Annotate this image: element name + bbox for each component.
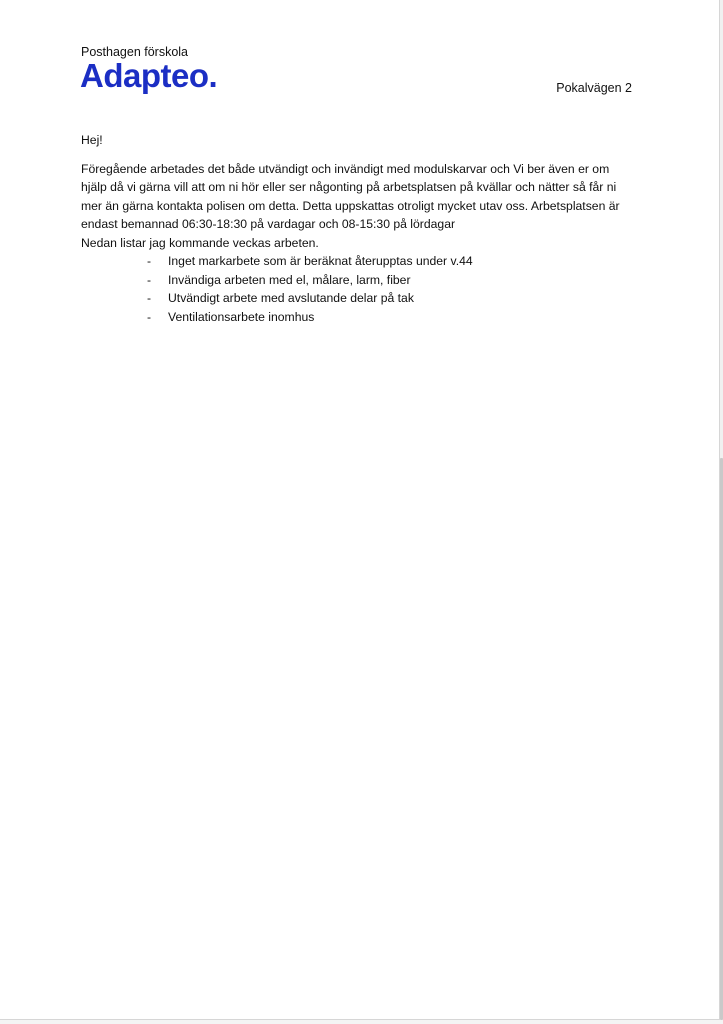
list-item <box>81 271 641 290</box>
paragraph-line: hjälp då vi gärna vill att om ni hör eller ser någonting på arbetsplatsen på kvällar och nätter så får ni <box>81 180 617 194</box>
list-item-text: Inget markarbete som är beräknat återupptas under v.44 <box>168 254 473 268</box>
paragraph-line: mer än gärna kontakta polisen om detta. Detta uppskattas otroligt mycket utav oss. Arbetsplatsen är <box>81 198 620 213</box>
list-item <box>81 289 641 308</box>
list-item-text: Invändiga arbeten med el, målare, larm, fiber <box>168 272 411 287</box>
paragraph-line: endast bemannad 06:30-18:30 på vardagar och 08-15:30 på lördagar <box>81 217 456 231</box>
work-list <box>81 252 641 326</box>
address: Pokalvägen 2 <box>556 81 632 95</box>
list-intro: Nedan listar jag kommande veckas arbeten. <box>81 235 319 250</box>
greeting: Hej! <box>81 133 103 147</box>
list-item <box>81 308 641 327</box>
letter-body <box>81 131 641 326</box>
paragraph <box>81 160 641 234</box>
list-item-text: Utvändigt arbete med avslutande delar på tak <box>168 291 414 305</box>
bullet-dash: - <box>147 291 152 305</box>
bullet-dash: - <box>147 309 152 324</box>
list-item-text: Ventilationsarbete inomhus <box>168 309 315 324</box>
bullet-dash: - <box>147 272 152 287</box>
list-item <box>81 252 641 271</box>
paragraph-line: Föregående arbetades det både utvändigt och invändigt med modulskarvar och Vi ber även er om <box>81 161 610 176</box>
bullet-dash: - <box>147 254 152 268</box>
organization-name: Posthagen förskola <box>81 45 189 59</box>
adapteo-logo: Adapteo. <box>80 57 218 94</box>
